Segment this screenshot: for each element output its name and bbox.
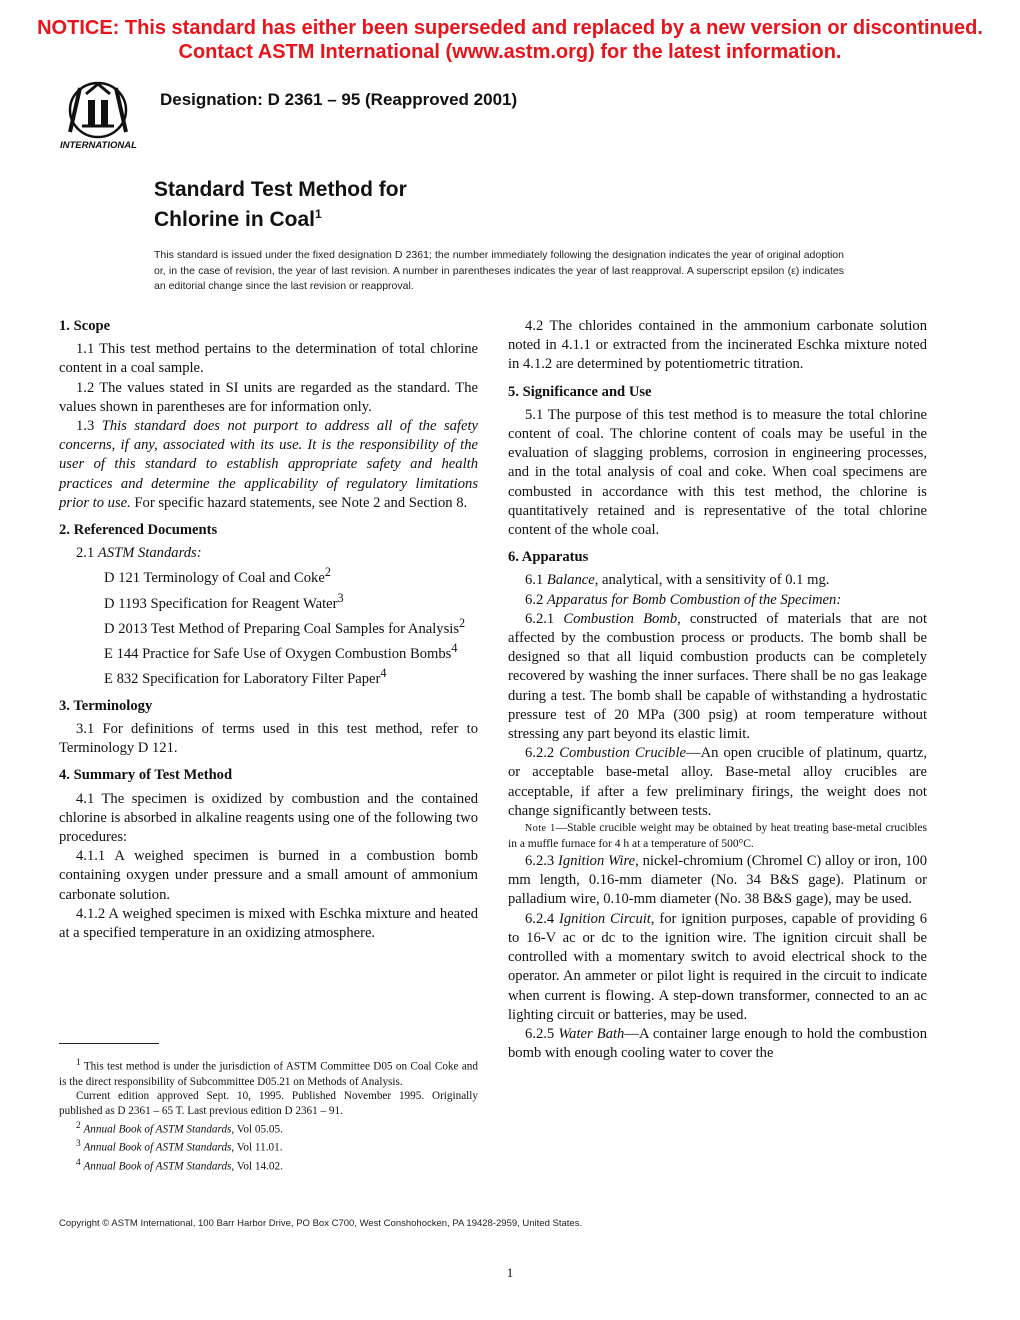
- reference-item: [59, 589, 478, 614]
- italic-text: Combustion Bomb: [563, 610, 678, 627]
- italic-text: Balance: [546, 572, 595, 589]
- para-number: 6.2.1: [525, 610, 555, 627]
- logo-caption: INTERNATIONAL: [60, 140, 137, 151]
- reference-item: [59, 614, 478, 639]
- footnote-divider: [59, 1043, 159, 1044]
- para-text: , analytical, with a sensitivity of 0.1 mg.: [594, 572, 830, 589]
- section-heading: 5. Significance and Use: [508, 383, 652, 400]
- page-number: 1: [506, 1265, 514, 1280]
- right-column: [508, 317, 927, 1063]
- note-text: —Stable crucible weight may be obtained by heat treating base-metal crucibles in a muffle furnace for 4 h at a temperature of 500°C.: [508, 822, 927, 850]
- paragraph: [59, 417, 478, 513]
- left-column: [59, 317, 478, 943]
- document-title: [154, 177, 407, 232]
- para-text: , for ignition purposes, capable of providing 6 to 16-V ac or dc to the ignition wire. The ignition circuit shall be controlled with a momentary switch to avoid electrical shock to the operator. An ammeter or pilot light is required in the circuit to indicate when current is flowing. A step-down transformer, connected to an ac lighting circuit or batteries, may be used.: [508, 910, 928, 1023]
- para-text: —A container large enough to hold the combustion bomb with enough cooling water to cover the: [508, 1025, 927, 1062]
- paragraph: 4.2 The chlorides contained in the ammonium carbonate solution noted in 4.1.1 or extracted from the incinerated Eschka mixture noted in 4.1.2 are determined by potentiometric titration.: [508, 318, 927, 373]
- paragraph: 5.1 The purpose of this test method is to measure the total chlorine content of coal. The chlorine content of coals may be useful in the evaluation of slagging problems, corrosion in engineering processes, and in the total analysis of coal and coke. When coal specimens are combusted in accordance with this test method, the chlorine is quantitatively retained and is representative of the total chlorine content of the whole coal.: [508, 406, 927, 539]
- title-line-2: [154, 202, 407, 232]
- astm-logo: [58, 80, 148, 152]
- reference-text: E 832 Specification for Laboratory Filter Paper: [104, 670, 381, 687]
- footnote-mark: 2: [459, 615, 466, 630]
- italic-text: Water Bath: [558, 1025, 625, 1042]
- paragraph: [508, 591, 927, 610]
- paragraph: [508, 610, 927, 744]
- footnote-mark: 2: [324, 565, 331, 580]
- paragraph: [508, 571, 927, 590]
- reference-text: D 1193 Specification for Reagent Water: [104, 595, 338, 612]
- notice-line-1: NOTICE: This standard has either been superseded and replaced by a new version or discontinued.: [37, 17, 983, 39]
- footnote-text: , Vol 11.01.: [231, 1142, 283, 1155]
- section-heading: 6. Apparatus: [508, 549, 589, 566]
- footnote-2: $^2$ Annual Book of ASTM Standards, Vol 05.05.: [76, 1120, 283, 1136]
- italic-text: Ignition Wire: [558, 853, 636, 870]
- para-text: —An open crucible of platinum, quartz, or acceptable base-metal alloy. Base-metal alloy crucibles are acceptable, if after a few preliminary firings, the weight does not change significantly between tests.: [508, 745, 927, 819]
- footnote-mark: 4: [451, 640, 458, 655]
- italic-text: Apparatus for Bomb Combustion of the Specimen:: [546, 591, 842, 608]
- para-number: 1.3: [76, 418, 95, 435]
- notice-line-2: Contact ASTM International (www.astm.org) for the latest information.: [178, 41, 842, 63]
- section-heading: 2. Referenced Documents: [59, 522, 218, 539]
- italic-text: This standard does not purport to address all of the safety concerns, if any, associated with its use. It is the responsibility of the user of this standard to establish appropriate safety and health practices and determine the applicability of regulatory limitations prior to use.: [59, 418, 478, 511]
- designation: Designation: D 2361 – 95 (Reapproved 2001): [160, 90, 518, 109]
- footnote-1: $^1$ This test method is under the jurisdiction of ASTM Committee D05 on Coal Coke and is the direct responsibility of Subcommittee D05.21 on Methods of Analysis.: [59, 1058, 478, 1088]
- para-number: 6.2.2: [525, 745, 555, 762]
- paragraph: 4.1.2 A weighed specimen is mixed with Eschka mixture and heated at a specified temperature in an oxidizing atmosphere.: [59, 905, 478, 941]
- copyright: Copyright © ASTM International, 100 Barr Harbor Drive, PO Box C700, West Conshohocken, PA 19428-2959, United States.: [59, 1218, 583, 1229]
- note-1: [508, 821, 927, 852]
- reference-text: D 2013 Test Method of Preparing Coal Samples for Analysis: [104, 620, 460, 637]
- para-number: 6.2: [525, 591, 544, 608]
- paragraph: 4.1 The specimen is oxidized by combustion and the contained chlorine is absorbed in alkaline reagents using one of the following two procedures:: [59, 790, 478, 845]
- footnote-mark: 4: [380, 665, 387, 680]
- section-heading: 3. Terminology: [59, 697, 153, 714]
- title-text: Chlorine in Coal: [154, 208, 316, 231]
- issue-statement: This standard is issued under the fixed designation D 2361; the number immediately following the designation indicates the year of original adoption or, in the case of revision, the year of last revision. A number in parentheses indicates the year of last reapproval. A superscript epsilon (ε) indicates an editorial change since the last revision or reapproval.: [154, 249, 844, 292]
- footnotes: [59, 1056, 478, 1175]
- paragraph: [59, 544, 478, 563]
- paragraph: 4.1.1 A weighed specimen is burned in a combustion bomb containing oxygen under pressure and a small amount of ammonium carbonate solution.: [59, 848, 478, 903]
- title-line-1: Standard Test Method for: [154, 178, 407, 201]
- footnote-1b: Current edition approved Sept. 10, 1995. Published November 1995. Originally published as D 2361 – 65 T. Last previous edition D 2361 – 91.: [59, 1090, 478, 1118]
- reference-item: [59, 563, 478, 588]
- footnote-text: , Vol 05.05.: [231, 1123, 283, 1136]
- reference-text: D 121 Terminology of Coal and Coke: [104, 570, 325, 587]
- para-number: 6.2.5: [525, 1025, 555, 1042]
- paragraph: [508, 744, 927, 821]
- reference-item: [59, 639, 478, 664]
- book-title: Annual Book of ASTM Standards: [83, 1160, 232, 1173]
- footnote-text: , Vol 14.02.: [231, 1160, 283, 1173]
- section-heading: 1. Scope: [59, 318, 111, 334]
- paragraph: [508, 1025, 927, 1063]
- reference-item: [59, 664, 478, 689]
- para-number: 6.2.4: [525, 910, 555, 927]
- para-number: 2.1: [76, 545, 95, 562]
- para-text: , nickel-chromium (Chromel C) alloy or iron, 100 mm length, 0.16-mm diameter (No. 34 B&S gage). Platinum or palladium wire, 0.10-mm diameter (No. 38 B&S gage), may be used.: [508, 853, 927, 908]
- footnote-text: This test method is under the jurisdiction of ASTM Committee D05 on Coal Coke and is the direct responsibility of Subcommittee D05.21 on Methods of Analysis.: [59, 1060, 478, 1088]
- para-number: 6.2.3: [525, 853, 555, 870]
- reference-text: E 144 Practice for Safe Use of Oxygen Combustion Bombs: [104, 645, 452, 662]
- title-footnote-mark: 1: [315, 207, 322, 221]
- para-number: 6.1: [525, 572, 544, 589]
- book-title: Annual Book of ASTM Standards: [83, 1123, 232, 1136]
- italic-text: ASTM Standards:: [97, 545, 202, 562]
- paragraph: [508, 852, 927, 910]
- footnote-3: $^3$ Annual Book of ASTM Standards, Vol 11.01.: [76, 1139, 283, 1155]
- astm-logo-icon: [58, 80, 148, 152]
- italic-text: Combustion Crucible: [559, 745, 686, 762]
- paragraph: [508, 910, 927, 1025]
- italic-text: Ignition Circuit: [559, 910, 651, 927]
- footnote-4: $^4$ Annual Book of ASTM Standards, Vol 14.02.: [76, 1157, 283, 1173]
- para-text: , constructed of materials that are not affected by the combustion process or products. The bomb shall be designed so that all liquid combustion products can be completely recovered by washing the inner surfaces. There shall be no gas leakage during a test. The bomb shall be capable of withstanding a hydrostatic pressure test of 20 MPa (300 psig) at room temperature without stressing any part beyond its elastic limit.: [508, 610, 927, 743]
- paragraph: 1.2 The values stated in SI units are regarded as the standard. The values shown in parentheses are for information only.: [59, 379, 478, 415]
- footnote-mark: 3: [337, 590, 344, 605]
- paragraph: 3.1 For definitions of terms used in this test method, refer to Terminology D 121.: [59, 720, 478, 757]
- note-label: Note 1: [525, 823, 556, 835]
- paragraph: 1.1 This test method pertains to the determination of total chlorine content in a coal sample.: [59, 341, 478, 377]
- section-heading: 4. Summary of Test Method: [59, 767, 233, 784]
- book-title: Annual Book of ASTM Standards: [83, 1142, 232, 1155]
- para-text: For specific hazard statements, see Note 2 and Section 8.: [134, 494, 468, 511]
